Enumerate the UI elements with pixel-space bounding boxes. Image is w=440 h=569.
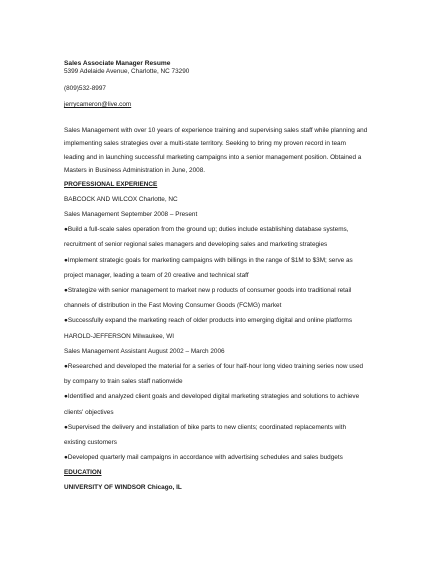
duty-line: by company to train sales staff nationwide <box>64 378 183 386</box>
resume-title: Sales Associate Manager Resume <box>64 60 171 67</box>
contact-block <box>64 68 394 109</box>
school: UNIVERSITY OF WINDSOR Chicago, IL <box>64 484 182 492</box>
duty-line: ●Researched and developed the material for a series of four half-hour long video training series now used <box>64 362 364 370</box>
resume-page <box>64 60 394 492</box>
experience-section <box>64 196 394 462</box>
duty-line: channels of distribution in the Fast Moving Consumer Goods (FCMG) market <box>64 302 282 310</box>
summary-line: leading and in launching successful marketing campaigns into a senior management position. Obtained a <box>64 153 362 161</box>
duty-line: ●Implement strategic goals for marketing campaigns with billings in the range of $1M to $3M; serve as <box>64 256 353 264</box>
phone: (809)532-8997 <box>64 84 106 92</box>
duty-line: ●Developed quarterly mail campaigns in accordance with advertising schedules and sales budgets <box>64 454 343 462</box>
job-title: Sales Management Assistant August 2002 – March 2006 <box>64 347 225 355</box>
summary-paragraph <box>64 127 394 176</box>
summary-line: Masters in Business Administration in June, 2008. <box>64 167 206 175</box>
duty-line: ●Supervised the delivery and installation of bike parts to new clients; coordinated replacements with <box>64 423 347 431</box>
summary-line: implementing sales strategies over a multi-state territory. Seeking to bring my proven record in team <box>64 140 346 148</box>
job-title: Sales Management September 2008 – Present <box>64 211 198 219</box>
duty-line: ●Successfully expand the marketing reach of older products into emerging digital and online platforms <box>64 317 353 325</box>
duty-line: clients' objectives <box>64 408 114 416</box>
duty-line: existing customers <box>64 438 117 446</box>
duty-line: recruitment of senior regional sales managers and developing sales and marketing strategies <box>64 241 328 249</box>
education-heading: EDUCATION <box>64 469 102 477</box>
employer: BABCOCK AND WILCOX Charlotte, NC <box>64 195 178 203</box>
duty-line: ●Strategize with senior management to market new p roducts of consumer goods into traditional retail <box>64 287 352 294</box>
email-link[interactable]: jerrycameron@live.com <box>64 101 132 108</box>
address: 5399 Adelaide Avenue, Charlotte, NC 73290 <box>64 68 190 75</box>
employer: HAROLD-JEFFERSON Milwaukee, WI <box>64 332 175 340</box>
summary-line: Sales Management with over 10 years of experience training and supervising sales staff while planning and <box>64 126 368 134</box>
duty-line: ●Build a full-scale sales operation from the ground up; duties include establishing database systems, <box>64 226 349 234</box>
duty-line: ●Identified and analyzed client goals and developed digital marketing strategies and solutions to achieve <box>64 393 360 401</box>
experience-heading: PROFESSIONAL EXPERIENCE <box>64 180 158 188</box>
duty-line: project manager, leading a team of 20 creative and technical staff <box>64 271 249 279</box>
